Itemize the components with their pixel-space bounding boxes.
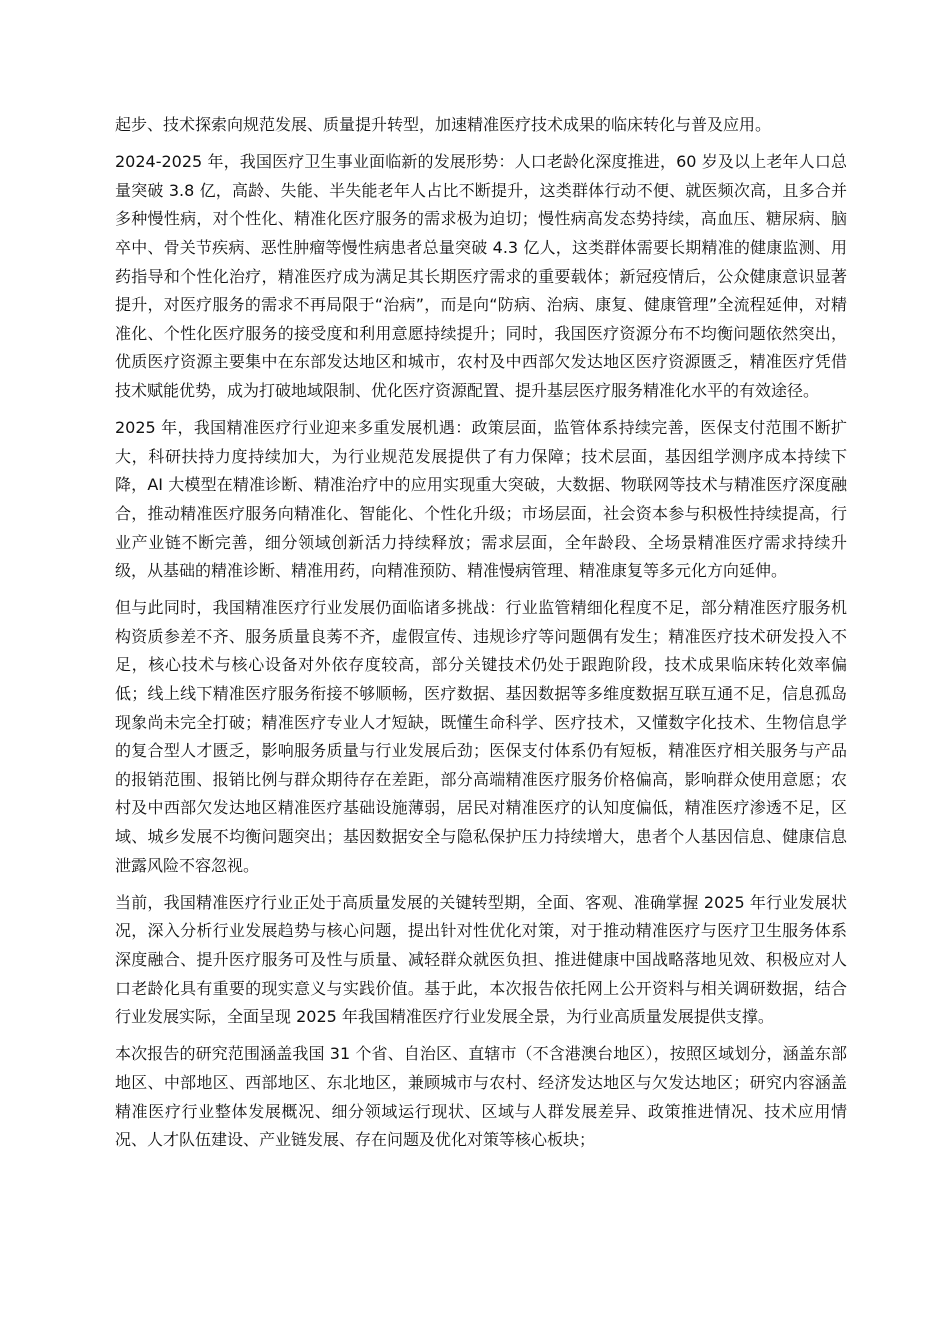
paragraph-development-situation: 2024-2025 年，我国医疗卫生事业面临新的发展形势：人口老龄化深度推进，60 岁及以上老年人口总量突破 3.8 亿，高龄、失能、半失能老年人占比不断提升，这类群体行动不便、就医频次高，且多合并多种慢性病，对个性化、精准化医疗服务的需求极为迫切；慢性病高发态势持续，高血压、糖尿病、脑卒中、骨关节疾病、恶性肿瘤等慢性病患者总量突破 4.3 亿人，这类群体需要长期精准的健康监测、用药指导和个性化治疗，精准医疗成为满足其长期医疗需求的重要载体；新冠疫情后，公众健康意识显著提升，对医疗服务的需求不再局限于“治病”，而是向“防病、治病、康复、健康管理”全流程延伸，对精准化、个性化医疗服务的接受度和利用意愿持续提升；同时，我国医疗资源分布不均衡问题依然突出，优质医疗资源主要集中在东部发达地区和城市，农村及中西部欠发达地区医疗资源匮乏，精准医疗凭借技术赋能优势，成为打破地域限制、优化医疗资源配置、提升基层医疗服务精准化水平的有效途径。 xyxy=(115,152,847,400)
document-page xyxy=(115,111,847,1163)
paragraph-intro-continuation: 起步、技术探索向规范发展、质量提升转型，加速精准医疗技术成果的临床转化与普及应用。 xyxy=(115,115,772,134)
paragraph-significance: 当前，我国精准医疗行业正处于高质量发展的关键转型期，全面、客观、准确掌握 2025 年行业发展状况，深入分析行业发展趋势与核心问题，提出针对性优化对策，对于推动精准医疗与医疗卫生服务体系深度融合、提升医疗服务可及性与质量、减轻群众就医负担、推进健康中国战略落地见效、积极应对人口老龄化具有重要的现实意义与实践价值。基于此，本次报告依托网上公开资料与相关调研数据，结合行业发展实际，全面呈现 2025 年我国精准医疗行业发展全景，为行业高质量发展提供支撑。 xyxy=(115,892,847,1027)
paragraph-research-scope: 本次报告的研究范围涵盖我国 31 个省、自治区、直辖市（不含港澳台地区），按照区域划分，涵盖东部地区、中部地区、西部地区、东北地区，兼顾城市与农村、经济发达地区与欠发达地区；研究内容涵盖精准医疗行业整体发展概况、细分领域运行现状、区域与人群发展差异、政策推进情况、技术应用情况、人才队伍建设、产业链发展、存在问题及优化对策等核心板块； xyxy=(115,1044,847,1150)
paragraph-opportunities: 2025 年，我国精准医疗行业迎来多重发展机遇：政策层面，监管体系持续完善，医保支付范围不断扩大，科研扶持力度持续加大，为行业规范发展提供了有力保障；技术层面，基因组学测序成本持续下降，AI 大模型在精准诊断、精准治疗中的应用实现重大突破，大数据、物联网等技术与精准医疗深度融合，推动精准医疗服务向精准化、智能化、个性化升级；市场层面，社会资本参与积极性持续提高，行业产业链不断完善，细分领域创新活力持续释放；需求层面，全年龄段、全场景精准医疗需求持续升级，从基础的精准诊断、精准用药，向精准预防、精准慢病管理、精准康复等多元化方向延伸。 xyxy=(115,418,847,581)
paragraph-challenges: 但与此同时，我国精准医疗行业发展仍面临诸多挑战：行业监管精细化程度不足，部分精准医疗服务机构资质参差不齐、服务质量良莠不齐，虚假宣传、违规诊疗等问题偶有发生；精准医疗技术研发投入不足，核心技术与核心设备对外依存度较高，部分关键技术仍处于跟跑阶段，技术成果临床转化效率偏低；线上线下精准医疗服务衔接不够顺畅，医疗数据、基因数据等多维度数据互联互通不足，信息孤岛现象尚未完全打破；精准医疗专业人才短缺，既懂生命科学、医疗技术，又懂数字化技术、生物信息学的复合型人才匮乏，影响服务质量与行业发展后劲；医保支付体系仍有短板，精准医疗相关服务与产品的报销范围、报销比例与群众期待存在差距，部分高端精准医疗服务价格偏高，影响群众使用意愿；农村及中西部欠发达地区精准医疗基础设施薄弱，居民对精准医疗的认知度偏低，精准医疗渗透不足，区域、城乡发展不均衡问题突出；基因数据安全与隐私保护压力持续增大，患者个人基因信息、健康信息泄露风险不容忽视。 xyxy=(115,598,847,875)
